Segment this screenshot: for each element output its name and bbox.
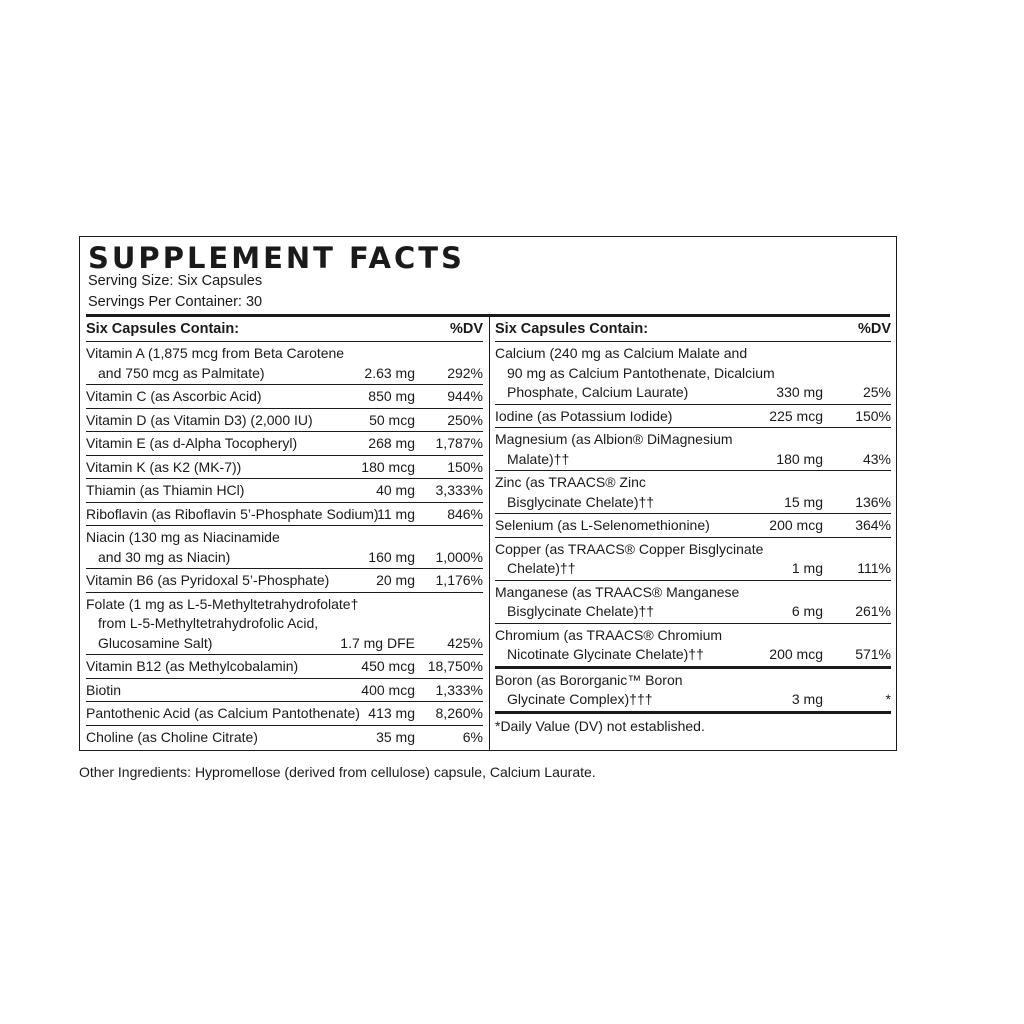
- dv-footnote: *Daily Value (DV) not established.: [495, 717, 705, 734]
- nutrient-name-line: Biotin: [86, 681, 122, 698]
- nutrient-name-line: Vitamin K (as K2 (MK-7)): [86, 458, 242, 475]
- nutrient-amount: 11 mg: [377, 505, 415, 522]
- nutrient-name-line: Glycinate Complex)†††: [507, 691, 653, 707]
- nutrient-name-line: and 750 mcg as Palmitate): [98, 364, 265, 381]
- nutrient-row: [86, 679, 483, 703]
- right-header-dv: %DV: [857, 321, 891, 337]
- nutrient-name-line: Thiamin (as Thiamin HCl): [86, 482, 245, 498]
- nutrient-row: [86, 503, 483, 527]
- nutrient-dv: 111%: [857, 560, 891, 576]
- nutrient-dv: 1,176%: [435, 572, 483, 588]
- nutrient-name-line: Folate (1 mg as L-5-Methyltetrahydrofolate†: [86, 595, 359, 612]
- nutrient-name-line: Zinc (as TRAACS® Zinc: [495, 474, 646, 490]
- nutrient-row: [495, 471, 891, 514]
- nutrient-dv: 250%: [447, 411, 483, 428]
- nutrient-name-line: Vitamin A (1,875 mcg from Beta Carotene: [86, 345, 345, 361]
- nutrient-name-line: Copper (as TRAACS® Copper Bisglycinate: [495, 540, 764, 557]
- nutrient-dv: 364%: [855, 517, 891, 533]
- supplement-facts-panel: [79, 236, 897, 751]
- nutrient-amount: 450 mcg: [361, 658, 415, 674]
- nutrient-amount: 6 mg: [791, 603, 823, 619]
- nutrient-row: [495, 428, 891, 471]
- nutrient-dv: 3,333%: [435, 482, 483, 498]
- nutrient-amount: 200 mcg: [769, 646, 823, 662]
- nutrient-amount: 850 mg: [368, 388, 415, 404]
- nutrient-dv: 136%: [855, 493, 891, 510]
- nutrient-name-line: Vitamin C (as Ascorbic Acid): [86, 388, 262, 404]
- serving-size: Serving Size: Six Capsules: [88, 273, 263, 289]
- nutrient-name-line: Magnesium (as Albion® DiMagnesium: [495, 431, 733, 447]
- servings-per-container: Servings Per Container: 30: [88, 294, 263, 310]
- nutrient-row: [86, 655, 483, 679]
- nutrient-name-line: Manganese (as TRAACS® Manganese: [495, 583, 740, 600]
- nutrient-dv: 571%: [855, 646, 891, 662]
- nutrient-dv: *: [885, 691, 891, 707]
- nutrient-dv: 292%: [447, 364, 483, 381]
- nutrient-name-line: from L-5-Methyltetrahydrofolic Acid,: [98, 615, 319, 631]
- nutrient-name-line: Vitamin D (as Vitamin D3) (2,000 IU): [86, 411, 313, 428]
- nutrient-row: [495, 581, 891, 624]
- panel-title: SUPPLEMENT FACTS: [88, 241, 465, 275]
- nutrient-dv: 6%: [462, 728, 483, 745]
- nutrient-amount: 400 mcg: [361, 681, 415, 698]
- nutrient-name-line: Calcium (240 mg as Calcium Malate and: [495, 345, 748, 361]
- nutrient-amount: 1.7 mg DFE: [340, 634, 415, 651]
- nutrient-row: [495, 669, 891, 714]
- nutrient-dv: 150%: [447, 458, 483, 475]
- nutrient-name-line: Vitamin E (as d-Alpha Tocopheryl): [86, 435, 298, 451]
- nutrient-amount: 40 mg: [376, 482, 415, 498]
- nutrient-name-line: Chromium (as TRAACS® Chromium: [495, 626, 723, 643]
- nutrient-dv: 18,750%: [427, 658, 483, 674]
- nutrient-name-line: and 30 mg as Niacin): [98, 548, 231, 565]
- nutrient-name-line: Bisglycinate Chelate)††: [507, 603, 655, 619]
- column-divider: [489, 317, 490, 750]
- nutrient-name-line: Choline (as Choline Citrate): [86, 728, 258, 745]
- other-ingredients: Other Ingredients: Hypromellose (derived from cellulose) capsule, Calcium Laurate.: [79, 764, 596, 780]
- nutrient-amount: 20 mg: [376, 572, 415, 588]
- nutrient-row: [495, 405, 891, 429]
- nutrient-row: [86, 456, 483, 480]
- nutrient-row: [86, 432, 483, 456]
- right-nutrient-list: [495, 342, 891, 714]
- nutrient-name-line: Nicotinate Glycinate Chelate)††: [507, 646, 704, 662]
- nutrient-name-line: Niacin (130 mg as Niacinamide: [86, 529, 280, 545]
- nutrient-name-line: Boron (as Bororganic™ Boron: [495, 671, 683, 688]
- nutrient-dv: 25%: [862, 384, 891, 400]
- nutrient-row: [86, 342, 483, 385]
- nutrient-amount: 35 mg: [376, 728, 415, 745]
- nutrient-amount: 268 mg: [368, 435, 415, 451]
- nutrient-amount: 180 mcg: [361, 458, 415, 475]
- nutrient-row: [86, 593, 483, 656]
- nutrient-name-line: Malate)††: [507, 450, 570, 467]
- nutrient-amount: 15 mg: [784, 493, 823, 510]
- nutrient-dv: 261%: [855, 603, 891, 619]
- left-header-label: Six Capsules Contain:: [86, 321, 240, 337]
- nutrient-dv: 944%: [447, 388, 483, 404]
- left-header-dv: %DV: [449, 321, 483, 337]
- nutrient-amount: 413 mg: [368, 705, 415, 721]
- right-column: [495, 317, 891, 736]
- left-nutrient-list: [86, 342, 483, 748]
- nutrient-row: [86, 526, 483, 569]
- nutrient-dv: 8,260%: [435, 705, 483, 721]
- nutrient-row: [86, 409, 483, 433]
- nutrient-dv: 1,787%: [435, 435, 483, 451]
- nutrient-row: [86, 569, 483, 593]
- nutrient-name-line: Chelate)††: [507, 560, 576, 576]
- nutrient-name-line: Bisglycinate Chelate)††: [507, 493, 655, 510]
- right-column-header: [495, 317, 891, 342]
- nutrient-amount: 160 mg: [368, 548, 415, 565]
- nutrient-dv: 1,333%: [435, 681, 483, 698]
- nutrient-row: [86, 479, 483, 503]
- nutrient-amount: 2.63 mg: [364, 364, 415, 381]
- nutrient-amount: 330 mg: [776, 384, 823, 400]
- nutrient-dv: 846%: [447, 505, 483, 522]
- nutrient-amount: 180 mg: [776, 450, 823, 467]
- nutrient-name-line: 90 mg as Calcium Pantothenate, Dicalcium: [507, 364, 775, 381]
- nutrient-amount: 1 mg: [791, 560, 823, 576]
- left-column: [86, 317, 483, 748]
- nutrient-row: [86, 385, 483, 409]
- nutrient-amount: 3 mg: [791, 691, 823, 707]
- nutrient-row: [495, 342, 891, 405]
- nutrient-name-line: Pantothenic Acid (as Calcium Pantothenate): [86, 705, 360, 721]
- nutrient-dv: 150%: [855, 407, 891, 424]
- nutrient-name-line: Glucosamine Salt): [98, 634, 213, 651]
- nutrient-name-line: Phosphate, Calcium Laurate): [507, 384, 689, 400]
- nutrient-dv: 1,000%: [435, 548, 483, 565]
- nutrient-row: [495, 624, 891, 669]
- nutrient-name-line: Selenium (as L-Selenomethionine): [495, 517, 710, 533]
- right-header-label: Six Capsules Contain:: [495, 321, 649, 337]
- nutrient-row: [86, 726, 483, 749]
- nutrient-row: [86, 702, 483, 726]
- left-column-header: [86, 317, 483, 342]
- nutrient-name-line: Vitamin B12 (as Methylcobalamin): [86, 658, 299, 674]
- nutrient-name-line: Riboflavin (as Riboflavin 5’-Phosphate Sodium): [86, 505, 379, 522]
- nutrient-amount: 50 mcg: [369, 411, 415, 428]
- nutrient-name-line: Vitamin B6 (as Pyridoxal 5’-Phosphate): [86, 572, 330, 588]
- nutrient-row: [495, 538, 891, 581]
- nutrient-amount: 200 mcg: [769, 517, 823, 533]
- nutrient-row: [495, 514, 891, 538]
- nutrient-name-line: Iodine (as Potassium Iodide): [495, 407, 673, 424]
- nutrient-dv: 425%: [447, 634, 483, 651]
- nutrient-amount: 225 mcg: [769, 407, 823, 424]
- nutrient-dv: 43%: [862, 450, 891, 467]
